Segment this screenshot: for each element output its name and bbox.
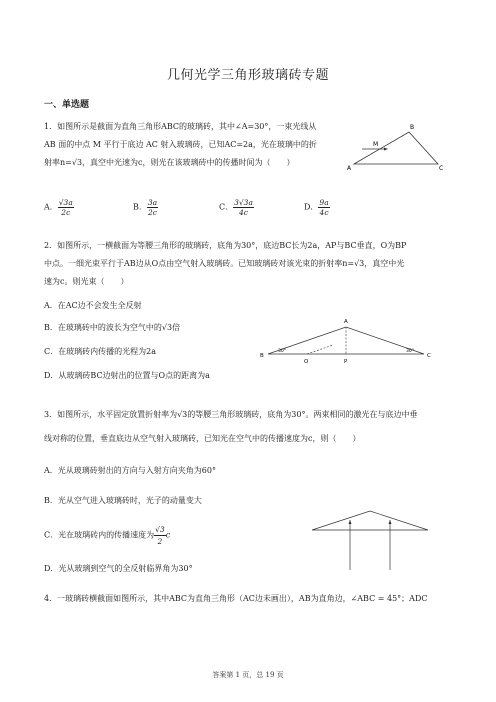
section-heading: 一、单选题 xyxy=(44,100,90,110)
q1-option-b-num: 3a xyxy=(147,198,158,207)
q1-figure xyxy=(346,122,446,174)
q1-option-b-den: 2c xyxy=(148,208,157,217)
q1-option-d-label: D． xyxy=(304,202,319,212)
q1-option-b[interactable] xyxy=(133,198,158,217)
q1-option-c-num: 3√3a xyxy=(234,198,253,207)
q1-label-c: C xyxy=(439,165,444,172)
q3-option-d[interactable]: D．光从玻璃到空气的全反射临界角为30° xyxy=(44,564,193,573)
q3-option-c-text: C．光在玻璃砖内的传播速度为 xyxy=(44,530,155,540)
q3-option-c-num: √3 xyxy=(155,525,165,534)
q1-option-b-label: B． xyxy=(133,202,147,212)
q2-line-2: 中点。一细光束平行于AB边从O点由空气射入玻璃砖。已知玻璃砖对该光束的折射率n=√3，真空中光 xyxy=(44,259,405,268)
q3-option-b[interactable]: B．光从空气进入玻璃砖时，光子的动量变大 xyxy=(44,496,202,505)
q2-option-b[interactable]: B．在玻璃砖中的波长为空气中的√3倍 xyxy=(44,323,181,332)
q1-option-c-den: 4c xyxy=(239,208,249,217)
q2-line-1: 2．如图所示，一横截面为等腰三角形的玻璃砖，底角为30°，底边BC长为2a，AP与BC垂直，O为BP xyxy=(44,241,407,250)
q2-label-c: C xyxy=(427,353,431,359)
q2-option-d[interactable]: D．从玻璃砖BC边射出的位置与O点的距离为a xyxy=(44,371,210,380)
q1-option-a[interactable] xyxy=(44,198,74,217)
q1-label-b: B xyxy=(410,124,415,131)
q3-option-c-den: 2 xyxy=(157,537,163,546)
q1-option-a-den: 2c xyxy=(61,208,71,217)
q1-label-a: A xyxy=(347,165,352,172)
q2-label-b: B xyxy=(260,353,264,359)
q1-label-m: M xyxy=(373,141,379,148)
q1-option-a-num: √3a xyxy=(58,198,73,207)
q1-line-3: 射率n=√3，真空中光速为c，则光在该玻璃砖中的传播时间为（ ） xyxy=(44,158,295,167)
q1-option-c[interactable] xyxy=(219,198,254,217)
q1-option-a-label: A． xyxy=(44,202,58,212)
page-footer: 答案第 1 页，总 19 页 xyxy=(212,671,284,679)
q2-label-a: A xyxy=(344,319,348,325)
q3-line-1: 3．如图所示，水平固定放置折射率为√3的等腰三角形玻璃砖，底角为30°。两束相同的激光在与底边中垂 xyxy=(44,410,418,419)
q1-option-d[interactable] xyxy=(304,198,330,217)
q1-line-2: AB 面的中点 M 平行于底边 AC 射入玻璃砖，已知AC=2a，光在玻璃中的折 xyxy=(44,140,317,149)
q1-option-c-label: C． xyxy=(219,202,234,212)
q2-line-3: 速为c。则光束（ ） xyxy=(44,277,129,286)
q3-line-2: 线对称的位置，垂直底边从空气射入玻璃砖，已知光在空气中的传播速度为c，则（ ） xyxy=(44,434,361,443)
q4-line-1: 4．一玻璃砖横截面如图所示，其中ABC为直角三角形（AC边未画出），AB为直角边，∠ABC = 45°；ADC xyxy=(44,594,428,603)
q3-option-a[interactable]: A．光从玻璃砖射出的方向与入射方向夹角为60° xyxy=(44,466,216,475)
q3-option-c[interactable] xyxy=(44,524,170,547)
q2-option-a[interactable]: A．在AC边不会发生全反射 xyxy=(44,301,142,310)
q2-angle-left: 30° xyxy=(278,349,286,354)
q3-option-c-unit: c xyxy=(165,530,171,540)
q2-angle-right: 30° xyxy=(406,349,414,354)
page-title: 几何光学三角形玻璃砖专题 xyxy=(166,68,329,83)
q3-figure xyxy=(310,508,434,572)
q1-line-1: 1．如图所示是截面为直角三角形ABC的玻璃砖，其中∠A=30°，一束光线从 xyxy=(44,122,317,131)
q2-option-c[interactable]: C．在玻璃砖内传播的光程为2a xyxy=(44,347,156,356)
q2-label-p: P xyxy=(344,359,348,365)
q2-label-o: O xyxy=(304,359,309,365)
q1-option-d-den: 4c xyxy=(319,208,329,217)
q1-option-d-num: 9a xyxy=(319,198,329,207)
q2-figure xyxy=(260,316,438,372)
